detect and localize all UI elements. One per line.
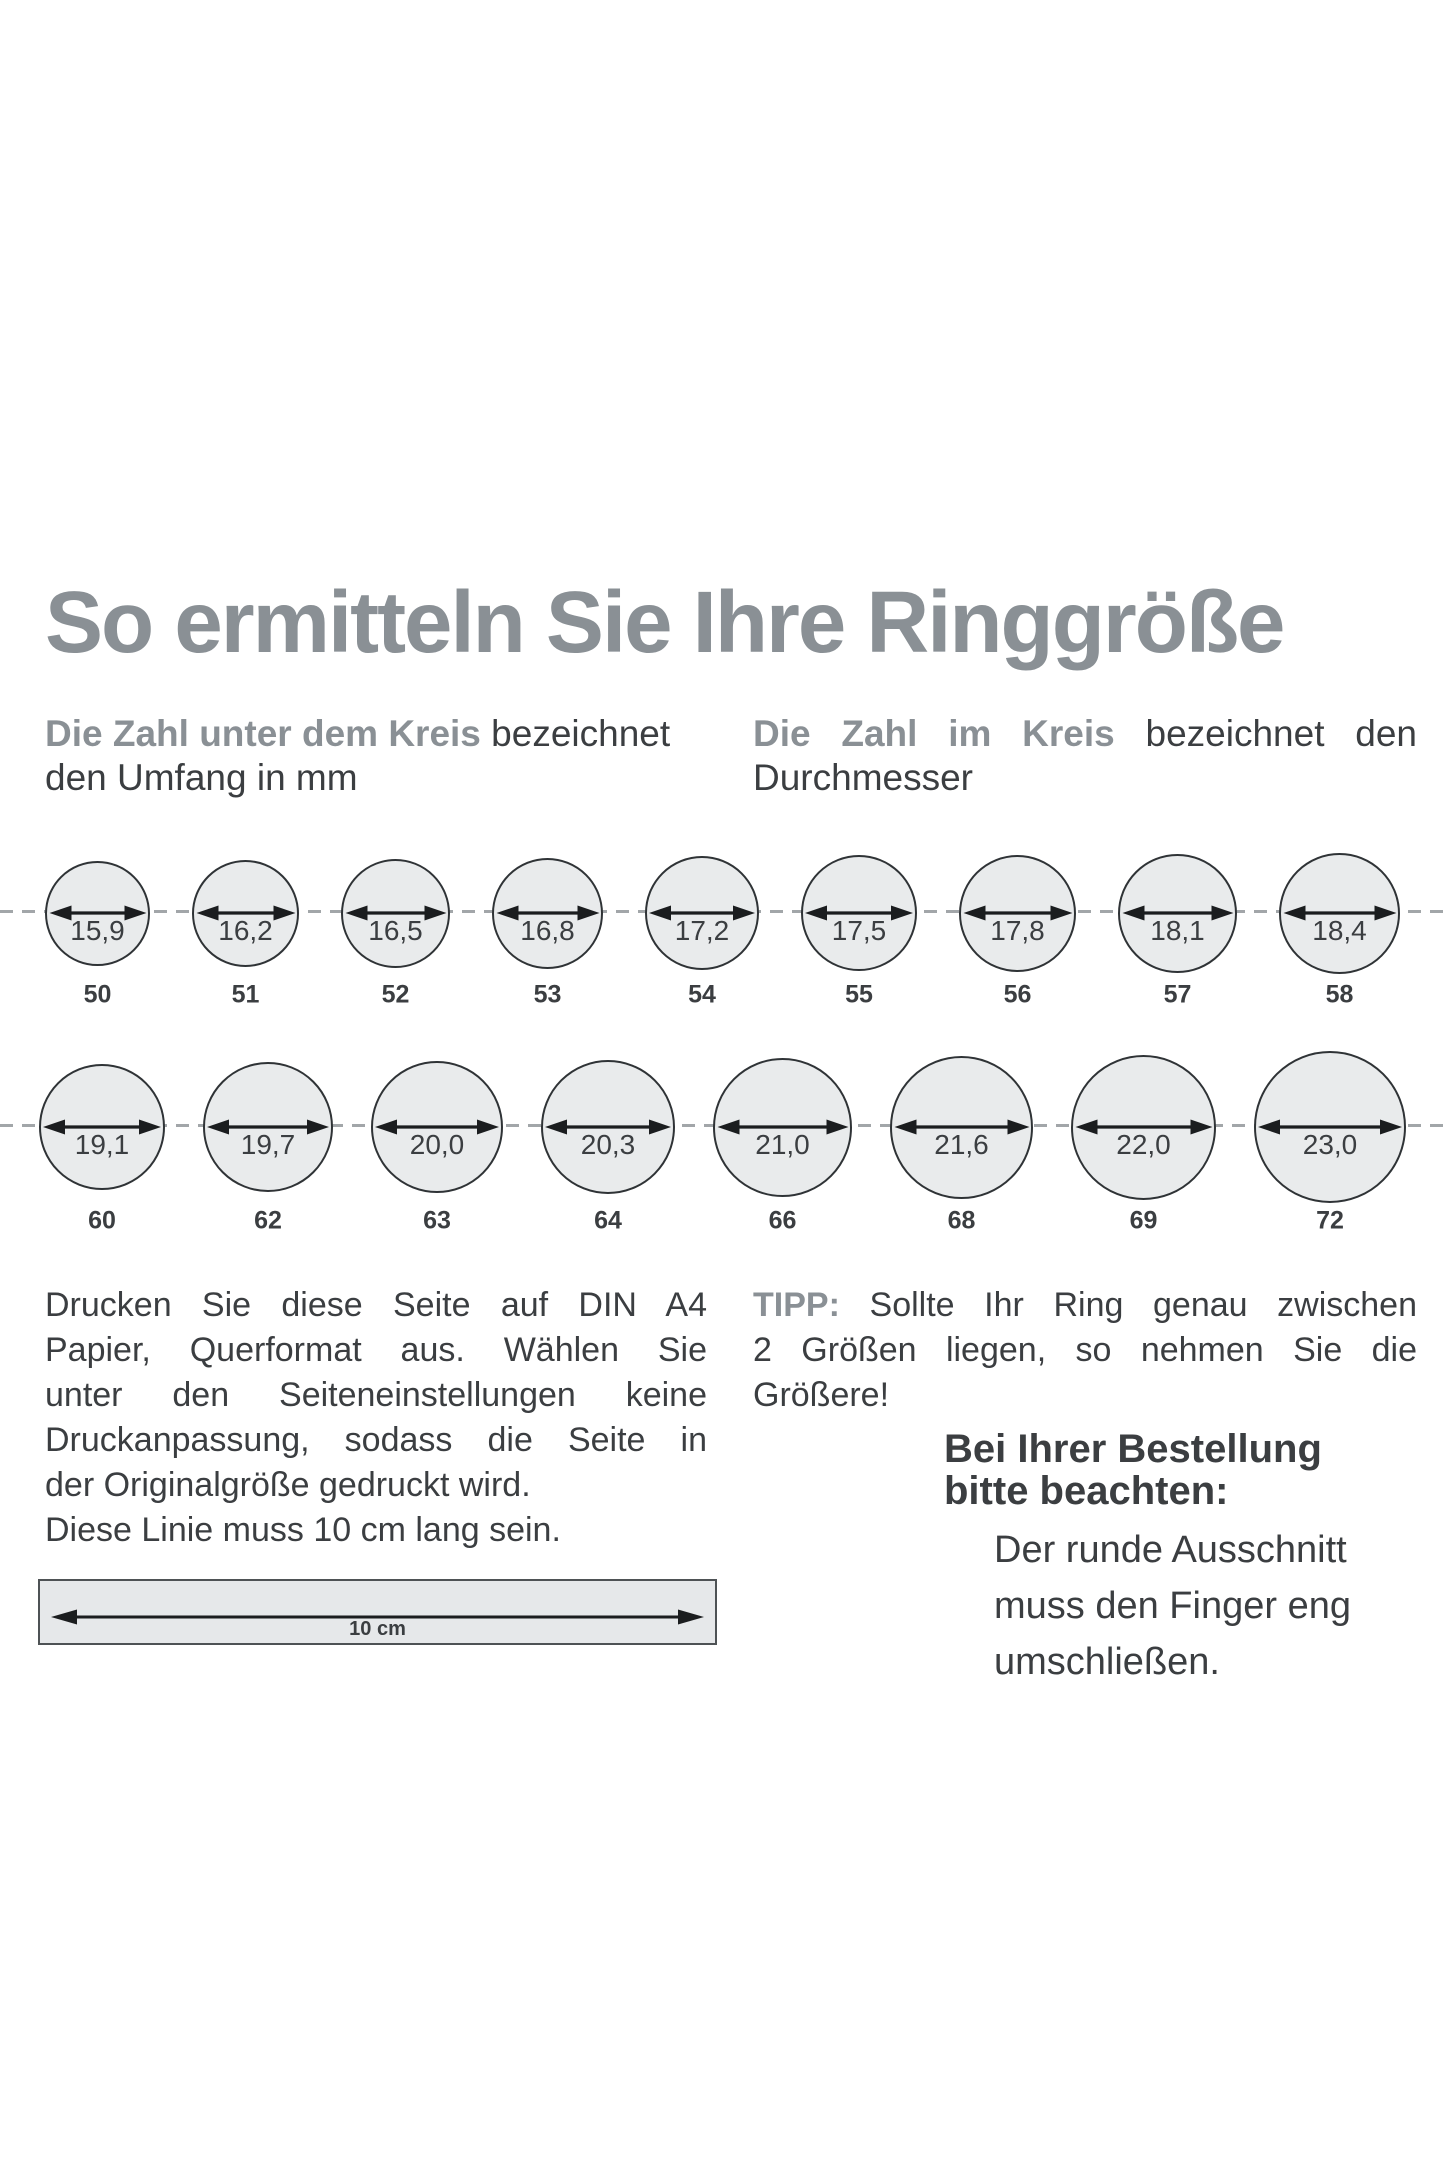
ring-size-label: 50 — [83, 980, 112, 1009]
tip-line1 — [753, 1283, 1417, 1328]
ring-size-item — [1071, 1040, 1216, 1240]
ring-circle — [192, 860, 299, 967]
ring-size-item — [492, 830, 603, 1030]
diameter-label: 18,1 — [1150, 915, 1205, 946]
print-instructions-line: Drucken Sie diese Seite auf DIN A4 — [45, 1286, 707, 1324]
ring-circle — [959, 855, 1076, 972]
ring-circle — [39, 1064, 165, 1190]
ring-size-label: 55 — [845, 980, 873, 1009]
diameter-label: 15,9 — [70, 915, 125, 946]
ring-circle — [492, 858, 603, 969]
diameter-label: 20,0 — [409, 1129, 465, 1160]
ring-circle — [1279, 853, 1400, 974]
ring-circle — [371, 1061, 503, 1193]
ring-size-label: 51 — [231, 980, 260, 1009]
order-note-body — [994, 1522, 1351, 1690]
print-instructions-line: Druckanpassung, sodass die Seite in — [45, 1421, 707, 1459]
order-note-line2: muss den Finger eng — [994, 1585, 1351, 1627]
ring-size-item — [1254, 1040, 1406, 1240]
ring-size-label: 63 — [423, 1206, 451, 1235]
diameter-label: 20,3 — [580, 1129, 636, 1160]
tip-label: TIPP: — [753, 1286, 840, 1324]
ring-size-label: 58 — [1325, 980, 1354, 1009]
subtitle-circumference-bold: Die Zahl unter dem Kreis — [45, 713, 481, 754]
diameter-label: 23,0 — [1302, 1129, 1358, 1160]
ring-size-label: 62 — [254, 1206, 282, 1235]
diameter-label: 16,5 — [368, 915, 423, 946]
ring-size-item — [801, 830, 917, 1030]
diameter-label: 22,0 — [1116, 1129, 1171, 1160]
ring-circle — [341, 859, 450, 968]
subtitle-diameter-rest: bezeichnet den — [1145, 713, 1418, 754]
ring-size-item — [45, 830, 150, 1030]
ring-circle — [1118, 854, 1237, 973]
order-note-heading-line2: bitte beachten: — [944, 1469, 1229, 1513]
ring-size-label: 72 — [1316, 1206, 1344, 1235]
tip-line1-text: Sollte Ihr Ring genau zwischen — [869, 1286, 1417, 1324]
diameter-label: 18,4 — [1312, 915, 1367, 946]
page-title: So ermitteln Sie Ihre Ringgröße — [45, 574, 1284, 671]
diameter-label: 19,1 — [74, 1129, 130, 1160]
subtitle-circumference-line1 — [45, 712, 705, 756]
tip-paragraph — [753, 1283, 1417, 1418]
ring-circle — [45, 861, 150, 966]
tip-line2: 2 Größen liegen, so nehmen Sie die — [753, 1331, 1417, 1369]
ring-circle — [203, 1062, 333, 1192]
ring-size-item — [890, 1040, 1033, 1240]
subtitle-circumference-line2: den Umfang in mm — [45, 757, 358, 798]
subtitle-diameter-line2: Durchmesser — [753, 757, 973, 798]
tip-line3: Größere! — [753, 1376, 890, 1414]
ring-size-label: 54 — [688, 980, 716, 1009]
diameter-label: 21,0 — [755, 1129, 810, 1160]
subtitle-circumference — [45, 712, 705, 800]
print-instructions — [45, 1283, 707, 1553]
print-instructions-line: der Originalgröße gedruckt wird. — [45, 1466, 531, 1504]
diameter-label: 16,8 — [520, 915, 575, 946]
ring-size-item — [959, 830, 1076, 1030]
diameter-label: 19,7 — [240, 1129, 296, 1160]
ring-circle — [890, 1056, 1033, 1199]
diameter-label: 17,2 — [674, 915, 730, 946]
ring-circle — [645, 856, 759, 970]
ring-circle — [541, 1060, 675, 1194]
order-note-line3: umschließen. — [994, 1641, 1220, 1683]
subtitle-diameter-line1 — [753, 712, 1417, 756]
ruler-label: 10 cm — [349, 1618, 406, 1640]
ring-size-item — [1279, 830, 1400, 1030]
order-note-line1: Der runde Ausschnitt — [994, 1529, 1347, 1571]
print-instructions-line: Papier, Querformat aus. Wählen Sie — [45, 1331, 707, 1369]
ring-size-item — [203, 1040, 333, 1240]
ring-size-label: 60 — [88, 1206, 116, 1235]
ring-size-label: 64 — [594, 1206, 622, 1235]
subtitle-diameter-bold: Die Zahl im Kreis — [753, 713, 1115, 754]
ring-size-item — [341, 830, 450, 1030]
ring-size-item — [1118, 830, 1237, 1030]
subtitle-circumference-rest: bezeichnet — [491, 713, 671, 754]
ring-size-label: 53 — [533, 980, 562, 1009]
ring-size-label: 52 — [381, 980, 410, 1009]
ring-circle — [801, 855, 917, 971]
ring-size-label: 68 — [947, 1206, 976, 1235]
diameter-label: 17,8 — [990, 915, 1045, 946]
ring-size-label: 69 — [1129, 1206, 1158, 1235]
ring-size-item — [371, 1040, 503, 1240]
ring-circle — [713, 1058, 852, 1197]
ring-circle-row-1 — [0, 830, 1445, 1030]
ring-size-item — [645, 830, 759, 1030]
diameter-label: 17,5 — [831, 915, 887, 946]
ring-size-item — [713, 1040, 852, 1240]
ring-size-item — [192, 830, 299, 1030]
ring-circle — [1254, 1051, 1406, 1203]
ring-size-label: 57 — [1163, 980, 1192, 1009]
print-instructions-line: unter den Seiteneinstellungen keine — [45, 1376, 707, 1414]
ring-size-label: 66 — [768, 1206, 797, 1235]
diameter-label: 16,2 — [218, 915, 273, 946]
diameter-label: 21,6 — [934, 1129, 989, 1160]
ten-cm-ruler — [38, 1579, 717, 1645]
ring-size-item — [541, 1040, 675, 1240]
ring-size-label: 56 — [1003, 980, 1032, 1009]
ring-size-item — [39, 1040, 165, 1240]
ring-circle — [1071, 1055, 1216, 1200]
ring-circle-row-2 — [0, 1040, 1445, 1240]
print-instructions-line: Diese Linie muss 10 cm lang sein. — [45, 1511, 561, 1549]
order-note-heading — [944, 1428, 1322, 1512]
subtitle-diameter — [753, 712, 1417, 800]
order-note-heading-line1: Bei Ihrer Bestellung — [944, 1427, 1322, 1471]
